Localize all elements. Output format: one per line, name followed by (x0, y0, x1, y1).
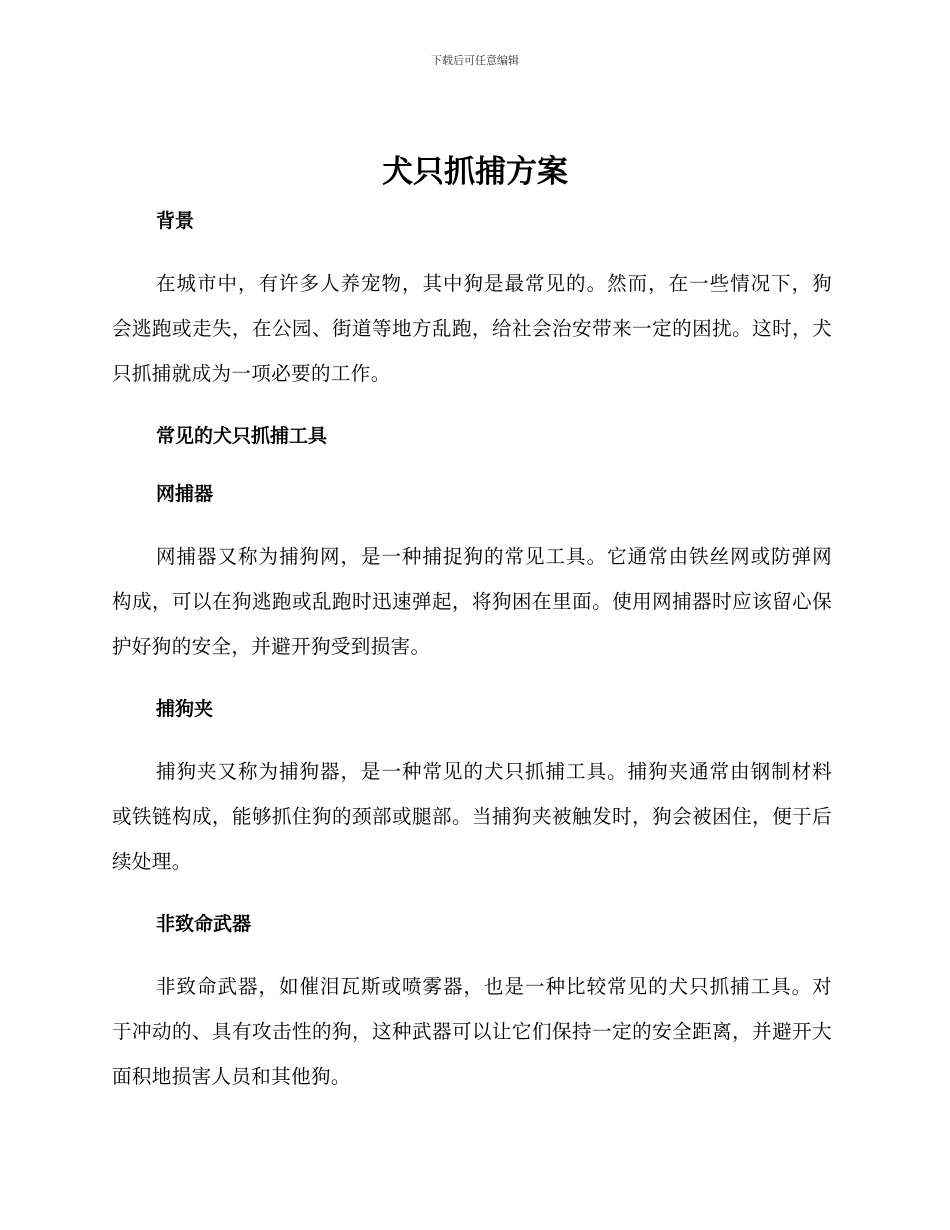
document-title: 犬只抓捕方案 (382, 154, 568, 190)
document-body (112, 205, 832, 1099)
section-heading-non-lethal-weapons: 非致命武器 (156, 913, 252, 935)
section-paragraph-net-catcher: 网捕器又称为捕狗网，是一种捕捉狗的常见工具。它通常由铁丝网或防弹网构成，可以在狗逃跑或乱跑时迅速弹起，将狗困在里面。使用网捕器时应该留心保护好狗的安全，并避开狗受到损害。 (112, 545, 832, 658)
section-paragraph-non-lethal-weapons: 非致命武器，如催泪瓦斯或喷雾器，也是一种比较常见的犬只抓捕工具。对于冲动的、具有攻击性的狗，这种武器可以让它们保持一定的安全距离，并避开大面积地损害人员和其他狗。 (112, 975, 832, 1088)
section-heading-background: 背景 (156, 210, 195, 232)
section-paragraph-background: 在城市中，有许多人养宠物，其中狗是最常见的。然而，在一些情况下，狗会逃跑或走失，在公园、街道等地方乱跑，给社会治安带来一定的困扰。这时，犬只抓捕就成为一项必要的工作。 (112, 272, 832, 385)
section-paragraph-dog-clamp: 捕狗夹又称为捕狗器，是一种常见的犬只抓捕工具。捕狗夹通常由钢制材料或铁链构成，能够抓住狗的颈部或腿部。当捕狗夹被触发时，狗会被困住，便于后续处理。 (112, 760, 832, 873)
section-heading-common-tools: 常见的犬只抓捕工具 (156, 425, 328, 447)
section-heading-dog-clamp: 捕狗夹 (156, 698, 214, 720)
page-header-note: 下载后可任意编辑 (431, 54, 519, 67)
section-heading-net-catcher: 网捕器 (156, 483, 214, 505)
